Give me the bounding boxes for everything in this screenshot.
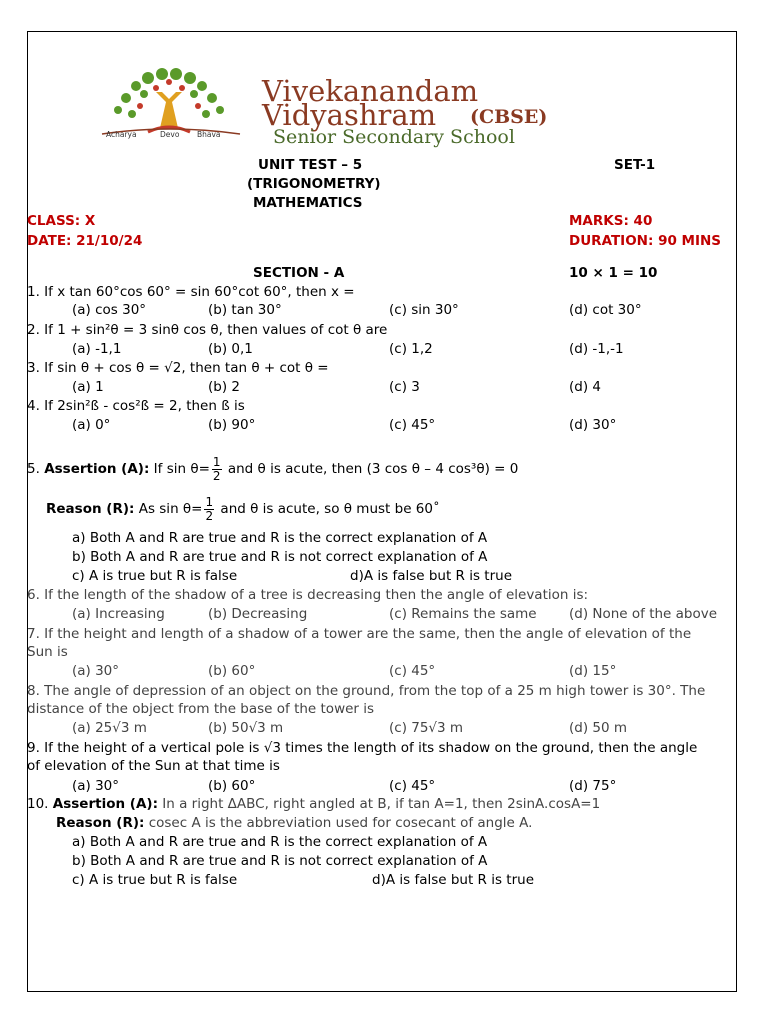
question-9-stem-line1: 9. If the height of a vertical pole is √3 times the length of its shadow on the ground, then the angle: [27, 740, 698, 756]
section-title: SECTION - A: [253, 265, 345, 281]
question-10-reason: [56, 814, 532, 832]
motto-word-3: Bhava: [197, 130, 221, 139]
question-10-assertion: [27, 795, 600, 813]
motto-word-1: Acharya: [106, 130, 137, 139]
question-5-reason-label: Reason (R):: [46, 501, 135, 517]
question-6-option-c: (c) Remains the same: [389, 606, 537, 622]
question-7-option-a: (a) 30°: [72, 663, 120, 679]
fraction-denominator: 2: [205, 508, 214, 523]
question-9-option-c: (c) 45°: [389, 778, 436, 794]
marks-label: MARKS: 40: [569, 213, 653, 229]
question-8-option-b: (b) 50√3 m: [208, 720, 284, 736]
question-2-option-a: (a) -1,1: [72, 341, 122, 357]
question-10-number: 10.: [27, 796, 49, 812]
question-5-assertion-label: Assertion (A):: [44, 461, 150, 477]
question-5-assertion-post: and θ is acute, then (3 cos θ – 4 cos³θ) = 0: [227, 461, 519, 477]
school-name-line1: Vivekanandam: [262, 74, 479, 108]
question-1-option-c: (c) sin 30°: [389, 302, 459, 318]
question-10-reason-label: Reason (R):: [56, 815, 145, 831]
question-7-option-b: (b) 60°: [208, 663, 256, 679]
question-3-option-a: (a) 1: [72, 379, 104, 395]
question-1-option-d: (d) cot 30°: [569, 302, 642, 318]
question-5-reason-pre: As sin θ=: [138, 501, 203, 517]
question-8-option-c: (c) 75√3 m: [389, 720, 464, 736]
fraction-one-half: [212, 456, 222, 483]
fraction-numerator: 1: [212, 454, 221, 469]
question-6-stem: 6. If the length of the shadow of a tree is decreasing then the angle of elevation is:: [27, 587, 589, 603]
fraction-denominator: 2: [212, 468, 221, 483]
question-9-option-d: (d) 75°: [569, 778, 617, 794]
set-label: SET-1: [614, 157, 656, 173]
question-5-assertion: [27, 450, 518, 488]
question-2-option-c: (c) 1,2: [389, 341, 433, 357]
question-8-option-d: (d) 50 m: [569, 720, 628, 736]
question-5-option-a: a) Both A and R are true and R is the correct explanation of A: [72, 530, 488, 546]
question-3-option-d: (d) 4: [569, 379, 601, 395]
topic-title: (TRIGONOMETRY): [247, 176, 381, 192]
question-9-option-b: (b) 60°: [208, 778, 256, 794]
question-5-reason-post: and θ is acute, so θ must be 60˚: [220, 501, 440, 517]
question-10-option-b: b) Both A and R are true and R is not correct explanation of A: [72, 853, 488, 869]
question-2-stem: 2. If 1 + sin²θ = 3 sinθ cos θ, then values of cot θ are: [27, 322, 388, 338]
question-8-stem-line2: distance of the object from the base of the tower is: [27, 701, 375, 717]
question-4-option-d: (d) 30°: [569, 417, 617, 433]
question-10-assertion-label: Assertion (A):: [52, 796, 158, 812]
question-5-reason: [46, 490, 440, 528]
question-5-option-b: b) Both A and R are true and R is not correct explanation of A: [72, 549, 488, 565]
question-5-number: 5.: [27, 461, 40, 477]
question-5-option-c: c) A is true but R is false: [72, 568, 238, 584]
question-10-assertion-text: In a right ΔABC, right angled at B, if tan A=1, then 2sinA.cosA=1: [162, 796, 601, 812]
question-1-stem: 1. If x tan 60°cos 60° = sin 60°cot 60°, then x =: [27, 284, 355, 300]
school-name-line2: Vidyashram: [262, 98, 437, 132]
question-2-option-b: (b) 0,1: [208, 341, 253, 357]
school-board: (CBSE): [470, 106, 548, 128]
question-3-option-c: (c) 3: [389, 379, 420, 395]
fraction-one-half: [204, 496, 214, 523]
date-label: DATE: 21/10/24: [27, 233, 143, 249]
question-3-option-b: (b) 2: [208, 379, 240, 395]
question-5-option-d: d)A is false but R is true: [350, 568, 513, 584]
question-1-option-a: (a) cos 30°: [72, 302, 147, 318]
question-4-option-b: (b) 90°: [208, 417, 256, 433]
question-9-stem-line2: of elevation of the Sun at that time is: [27, 758, 280, 774]
question-6-option-b: (b) Decreasing: [208, 606, 308, 622]
question-10-option-c: c) A is true but R is false: [72, 872, 238, 888]
question-7-stem-line1: 7. If the height and length of a shadow of a tower are the same, then the angle of elevation of the: [27, 626, 692, 642]
question-8-stem-line1: 8. The angle of depression of an object on the ground, from the top of a 25 m high tower is 30°. The: [27, 683, 706, 699]
question-4-stem: 4. If 2sin²ß - cos²ß = 2, then ß is: [27, 398, 245, 414]
question-3-stem: 3. If sin θ + cos θ = √2, then tan θ + cot θ =: [27, 360, 329, 376]
question-1-option-b: (b) tan 30°: [208, 302, 282, 318]
question-10-reason-text: cosec A is the abbreviation used for cosecant of angle A.: [148, 815, 533, 831]
question-7-stem-line2: Sun is: [27, 644, 68, 660]
question-6-option-d: (d) None of the above: [569, 606, 718, 622]
subject-title: MATHEMATICS: [253, 195, 363, 211]
section-marks: 10 × 1 = 10: [569, 265, 658, 281]
class-label: CLASS: X: [27, 213, 96, 229]
question-4-option-c: (c) 45°: [389, 417, 436, 433]
duration-label: DURATION: 90 MINS: [569, 233, 722, 249]
question-10-option-d: d)A is false but R is true: [372, 872, 535, 888]
school-name-line3: Senior Secondary School: [273, 126, 515, 148]
test-title: UNIT TEST – 5: [258, 157, 363, 173]
question-7-option-d: (d) 15°: [569, 663, 617, 679]
question-6-option-a: (a) Increasing: [72, 606, 165, 622]
question-8-option-a: (a) 25√3 m: [72, 720, 147, 736]
question-4-option-a: (a) 0°: [72, 417, 111, 433]
question-7-option-c: (c) 45°: [389, 663, 436, 679]
question-10-option-a: a) Both A and R are true and R is the correct explanation of A: [72, 834, 488, 850]
fraction-numerator: 1: [205, 494, 214, 509]
motto-word-2: Devo: [160, 130, 180, 139]
question-2-option-d: (d) -1,-1: [569, 341, 624, 357]
question-5-assertion-pre: If sin θ=: [153, 461, 210, 477]
question-9-option-a: (a) 30°: [72, 778, 120, 794]
